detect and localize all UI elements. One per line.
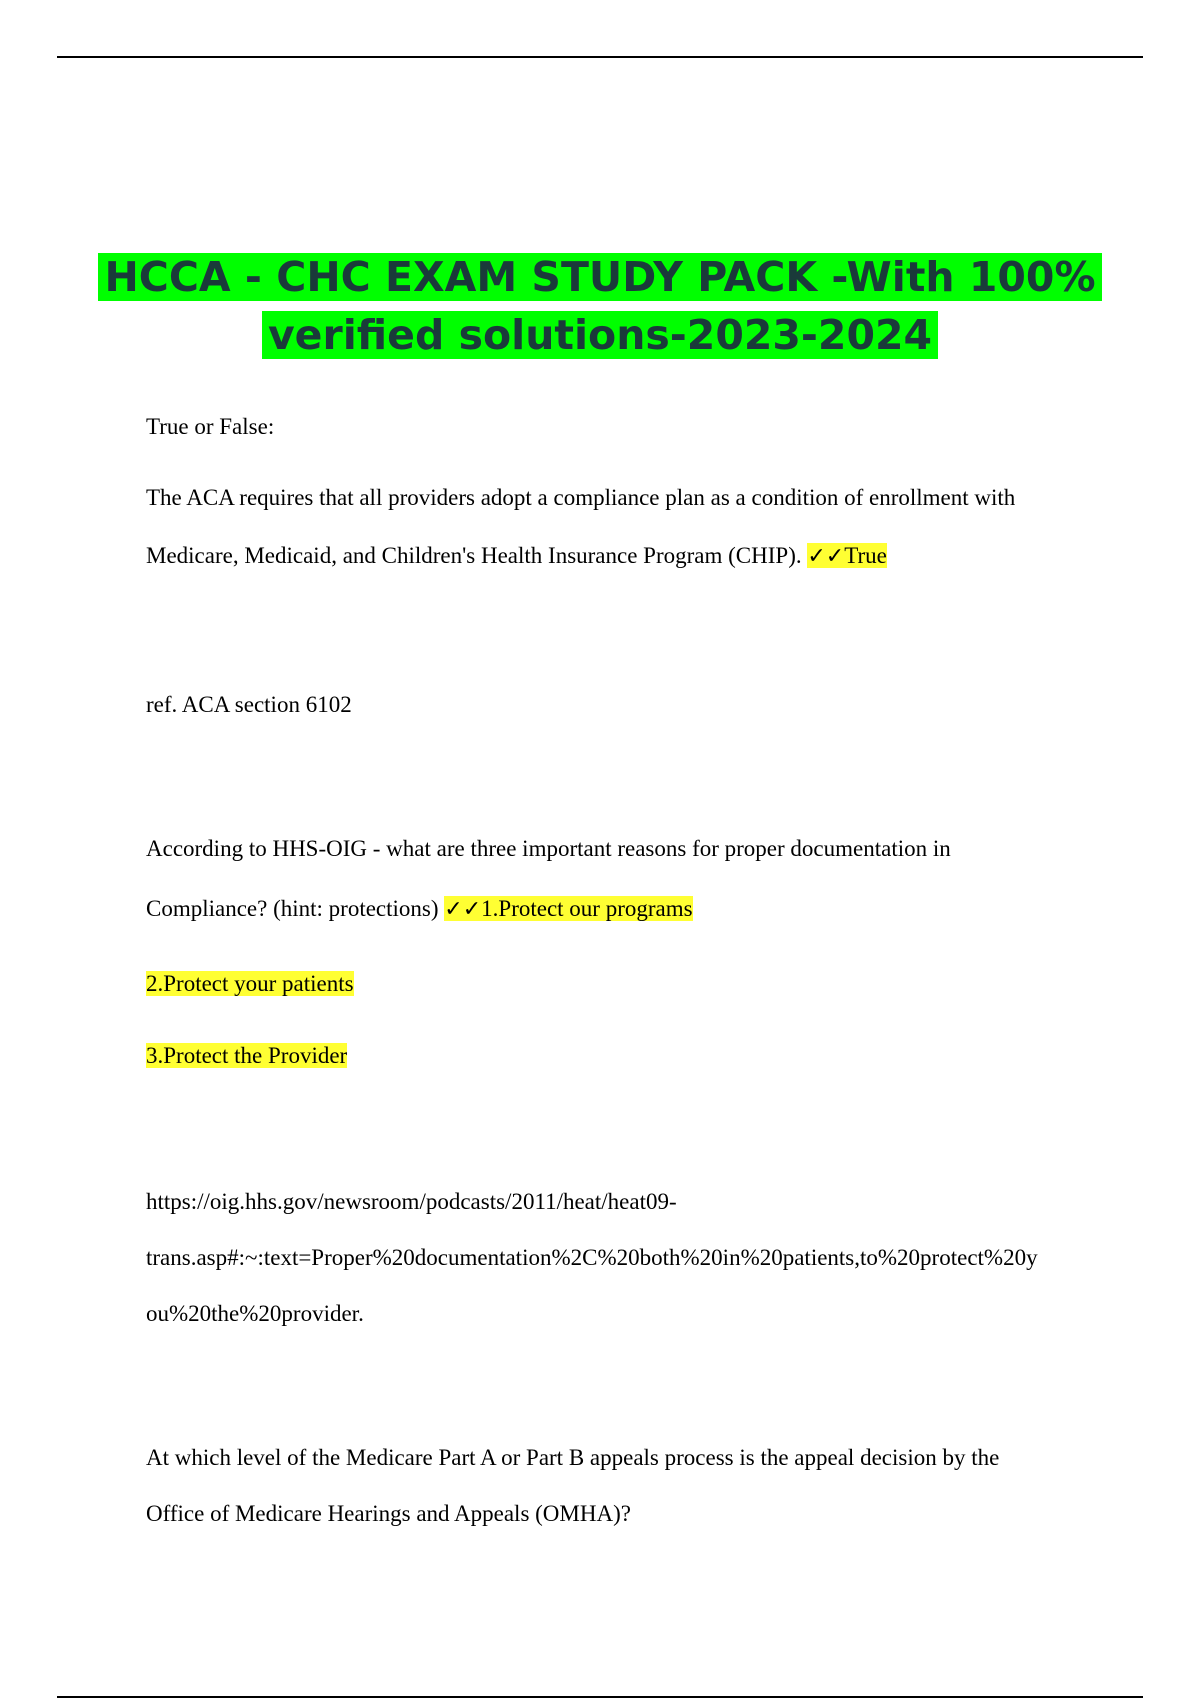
q1-answer-highlight — [807, 543, 886, 568]
checkmark-icon: ✓✓ — [807, 544, 845, 569]
title-line-1: HCCA - CHC EXAM STUDY PACK -With 100% — [98, 253, 1101, 301]
q2-line-1: According to HHS-OIG - what are three important reasons for proper documentation in — [146, 836, 951, 861]
q2-answer-2-row — [146, 971, 354, 997]
q2-url-line-1: https://oig.hhs.gov/newsroom/podcasts/2011/heat/heat09- — [146, 1189, 677, 1214]
q2-answer-3-row — [146, 1043, 347, 1069]
q1-answer: True — [844, 543, 887, 568]
q2-answer-3: 3.Protect the Provider — [146, 1043, 348, 1068]
q1-reference: ref. ACA section 6102 — [146, 692, 352, 717]
q2-url-line-2: trans.asp#:~:text=Proper%20documentation%2C%20both%20in%20patients,to%20protect%20y — [146, 1245, 1038, 1270]
bottom-rule — [57, 1696, 1143, 1698]
q2-url-line-3: ou%20the%20provider. — [146, 1301, 364, 1326]
q2-line-2 — [146, 896, 693, 922]
q2-answer-1: 1.Protect our programs — [481, 896, 693, 921]
title-line-2: verified solutions-2023-2024 — [262, 311, 938, 359]
q3-line-2: Office of Medicare Hearings and Appeals (OMHA)? — [146, 1501, 631, 1526]
q2-answer-1-highlight — [444, 896, 692, 921]
q3-line-1: At which level of the Medicare Part A or Part B appeals process is the appeal decision by the — [146, 1445, 1000, 1470]
q1-line-1: The ACA requires that all providers adopt a compliance plan as a condition of enrollment with — [146, 485, 1016, 510]
q1-line-2 — [146, 543, 887, 569]
q2-answer-2: 2.Protect your patients — [146, 971, 354, 996]
top-rule — [57, 56, 1143, 58]
document-title — [57, 248, 1143, 364]
q2-line-2-text: Compliance? (hint: protections) — [146, 896, 439, 921]
checkmark-icon: ✓✓ — [444, 897, 482, 922]
q1-line-2-text: Medicare, Medicaid, and Children's Health Insurance Program (CHIP). — [146, 543, 802, 568]
q1-label: True or False: — [146, 414, 275, 439]
